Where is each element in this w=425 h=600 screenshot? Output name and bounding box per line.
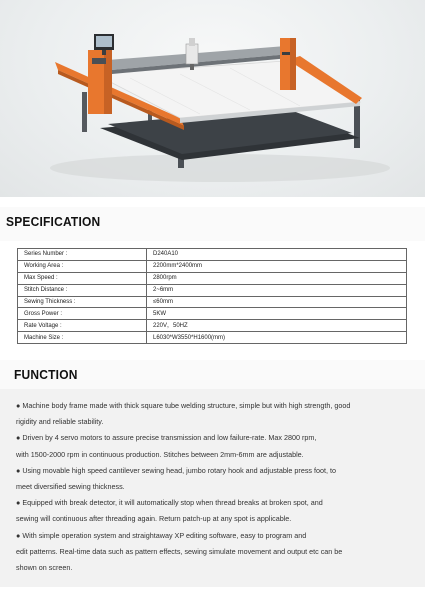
spec-label: Stitch Distance :: [18, 284, 147, 296]
machine-photo: [0, 0, 425, 197]
table-row: [18, 249, 407, 261]
function-line: ● Using movable high speed cantilever sewing head, jumbo rotary hook and adjustable press foot, to: [16, 465, 336, 475]
spec-label: Sewing Thickness :: [18, 296, 147, 308]
quilting-machine-illustration: [0, 0, 425, 197]
spec-label: Machine Size :: [18, 332, 147, 344]
function-line: rigidity and reliable stability.: [16, 417, 104, 427]
function-line: ● Machine body frame made with thick square tube welding structure, simple but with high strength, good: [16, 401, 351, 410]
function-line: edit patterns. Real-time data such as pattern effects, sewing simulate movement and output etc can be: [16, 546, 343, 556]
table-row: [18, 284, 407, 296]
specification-table: [17, 248, 407, 344]
specification-heading: SPECIFICATION: [6, 214, 101, 230]
table-row: [18, 332, 407, 344]
spec-value: 2200mm*2400mm: [147, 260, 407, 272]
spec-value: 2800rpm: [147, 272, 407, 284]
function-line: shown on screen.: [16, 563, 73, 573]
table-row: [18, 296, 407, 308]
spec-value: ≤60mm: [147, 296, 407, 308]
function-line: ● Equipped with break detector, it will automatically stop when thread breaks at broken spot, and: [16, 498, 323, 508]
function-line: ● With simple operation system and straightaway XP editing software, easy to program and: [16, 530, 307, 540]
spec-label: Series Number :: [18, 249, 147, 261]
table-row: [18, 272, 407, 284]
function-line: ● Driven by 4 servo motors to assure precise transmission and low failure-rate. Max 2800 rpm,: [16, 433, 317, 443]
table-row: [18, 308, 407, 320]
spec-label: Rate Voltage :: [18, 320, 147, 332]
function-text: [16, 398, 410, 576]
spec-label: Working Area :: [18, 260, 147, 272]
spec-label: Max Speed :: [18, 272, 147, 284]
function-line: meet diversified sewing thickness.: [16, 482, 125, 492]
spec-value: 2~6mm: [147, 284, 407, 296]
spec-label: Gross Power :: [18, 308, 147, 320]
table-row: [18, 320, 407, 332]
spec-value: 5KW: [147, 308, 407, 320]
function-heading: FUNCTION: [14, 367, 78, 383]
table-row: [18, 260, 407, 272]
spec-value: D240A10: [147, 249, 407, 261]
spec-value: 220V，50HZ: [147, 320, 407, 332]
function-line: sewing will continuous after threading again. Return patch-up at any spot is applicable.: [16, 514, 292, 524]
function-line: with 1500-2000 rpm in continuous production. Stitches between 2mm-6mm are adjustable.: [16, 449, 304, 459]
spec-value: L6030*W3550*H1600(mm): [147, 332, 407, 344]
